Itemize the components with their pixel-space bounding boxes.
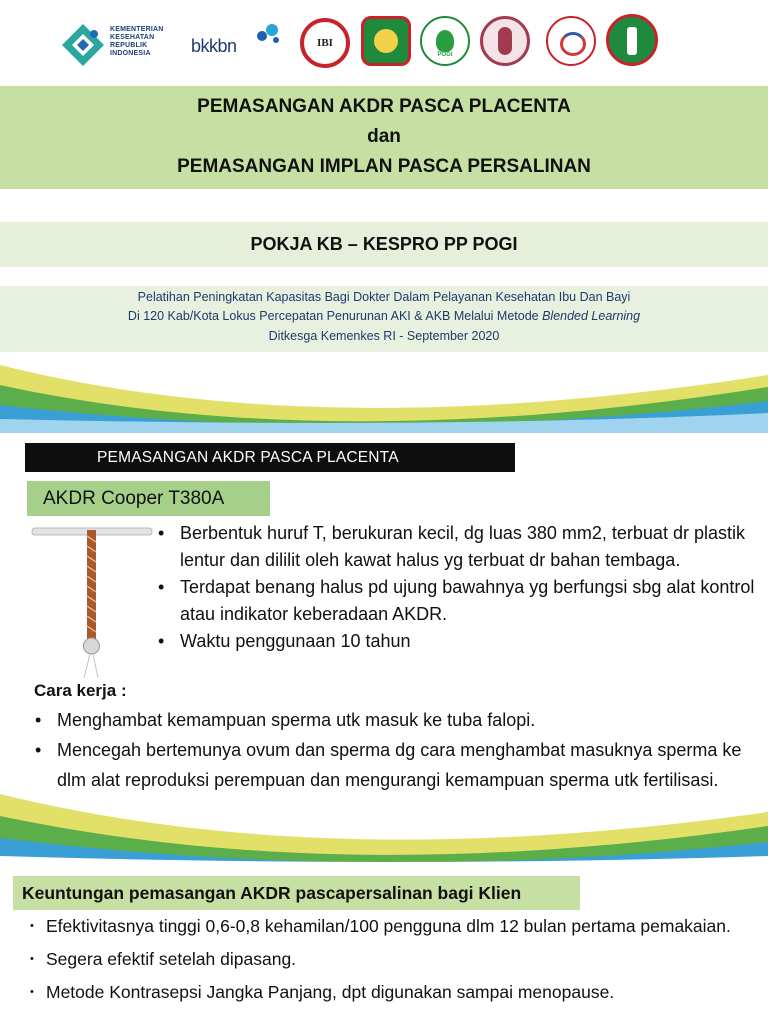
keuntungan-list: [46, 914, 762, 1013]
device-title-header: AKDR Cooper T380A: [27, 481, 270, 516]
iud-device-image: [30, 520, 155, 680]
logo-strip: [0, 0, 768, 86]
pokja-band: [0, 222, 768, 267]
title-connector: dan: [367, 126, 401, 147]
wave-decoration-middle: [0, 790, 768, 870]
bkkbn-hearts-icon: [254, 22, 282, 48]
pogi-emblem-logo: POGI: [420, 16, 470, 66]
pokja-title: POKJA KB – KESPRO PP POGI: [250, 234, 518, 254]
title-line-2: PEMASANGAN IMPLAN PASCA PERSALINAN: [177, 156, 591, 177]
society-emblem-red: [480, 16, 530, 66]
perkumpulan-logo: [546, 16, 596, 66]
kemenkes-logo: [60, 22, 106, 68]
title-band: [0, 86, 768, 189]
list-item: • Mencegah bertemunya ovum dan sperma dg cara menghambat masuknya sperma ke dlm alat reproduksi perempuan dan mengurangi kemampuan sperma utk fertilisasi.: [57, 735, 757, 795]
list-item: • Efektivitasnya tinggi 0,6-0,8 kehamilan/100 pengguna dlm 12 bulan pertama pemakaian.: [46, 914, 762, 939]
kemenkes-label: KEMENTERIAN KESEHATAN REPUBLIK INDONESIA: [110, 26, 164, 57]
device-description-list: [180, 520, 760, 655]
keuntungan-header: Keuntungan pemasangan AKDR pascapersalinan bagi Klien: [13, 876, 580, 910]
list-item: • Berbentuk huruf T, berukuran kecil, dg luas 380 mm2, terbuat dr plastik lentur dan dililit oleh kawat halus yg terbuat dr bahan tembaga.: [180, 520, 760, 574]
list-item: • Waktu penggunaan 10 tahun: [180, 628, 760, 655]
list-item: • Menghambat kemampuan sperma utk masuk ke tuba falopi.: [57, 705, 757, 735]
subtitle-line-3: Ditkesga Kemenkes RI - September 2020: [268, 329, 500, 343]
list-item: • Metode Kontrasepsi Jangka Panjang, dpt digunakan sampai menopause.: [46, 980, 762, 1005]
subtitle-line-1: Pelatihan Peningkatan Kapasitas Bagi Dokter Dalam Pelayanan Kesehatan Ibu Dan Bayi: [137, 290, 631, 304]
list-item: • Terdapat benang halus pd ujung bawahnya yg berfungsi sbg alat kontrol atau indikator keberadaan AKDR.: [180, 574, 760, 628]
wave-decoration-top: [0, 355, 768, 433]
organization-emblem-green: [361, 16, 411, 66]
section-header-akdr: PEMASANGAN AKDR PASCA PLACENTA: [25, 443, 515, 472]
subtitle-line-2: Di 120 Kab/Kota Lokus Percepatan Penurunan AKI & AKB Melalui Metode Blended Learning: [127, 309, 641, 323]
cara-kerja-title: Cara kerja :: [34, 681, 127, 700]
subtitle-band: [0, 286, 768, 352]
bkkbn-logo-text: bkkbn: [191, 36, 237, 56]
title-line-1: PEMASANGAN AKDR PASCA PLACENTA: [197, 96, 571, 117]
association-emblem-logo: [606, 14, 658, 66]
ibi-logo: IBI: [300, 18, 350, 68]
cara-kerja-list: [57, 705, 757, 795]
list-item: • Segera efektif setelah dipasang.: [46, 947, 762, 972]
